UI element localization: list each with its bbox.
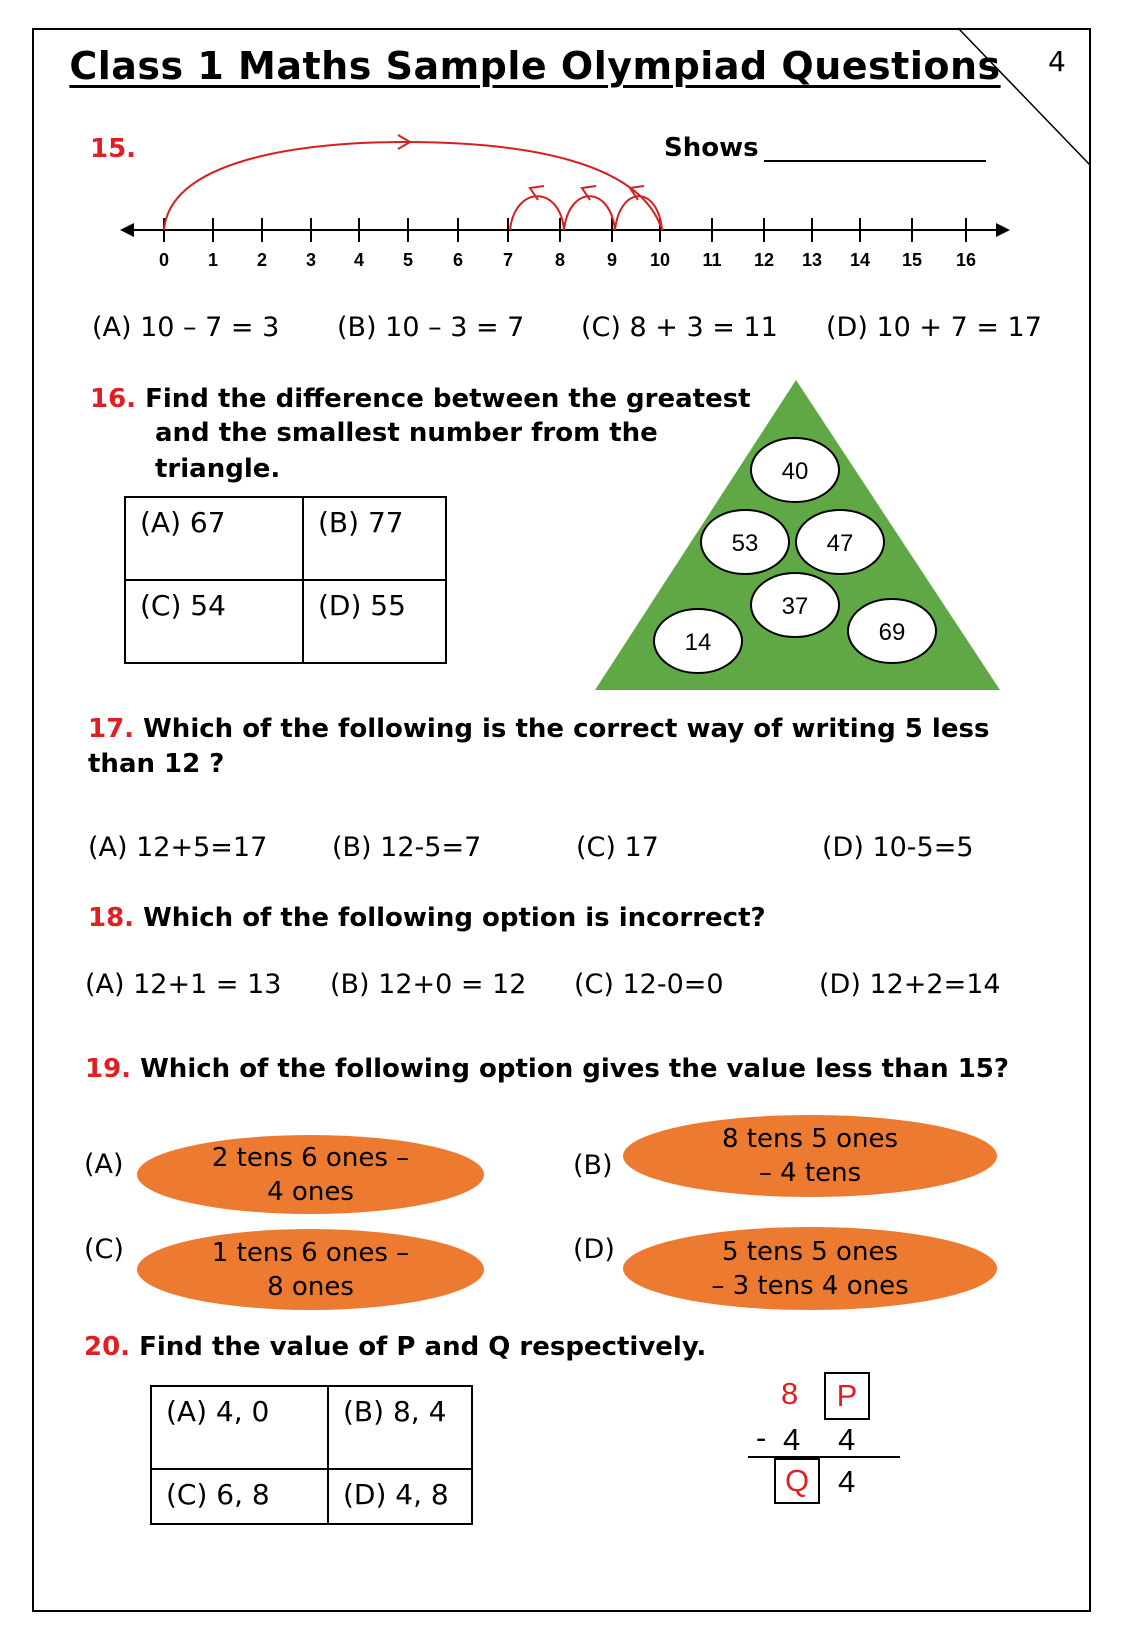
sum-line <box>748 1456 900 1458</box>
q16-text-line2: and the smallest number from the <box>155 418 658 448</box>
q19-option-c-line2: 8 ones <box>267 1271 354 1302</box>
sum-bottom-ones: 4 <box>838 1464 856 1499</box>
q15-option-d[interactable]: (D) 10 + 7 = 17 <box>826 312 1042 343</box>
q15-number: 15. <box>90 134 137 164</box>
q20-question: 20. Find the value of P and Q respectively. <box>84 1332 707 1362</box>
q17-question: 17. Which of the following is the correct way of writing 5 less <box>88 714 990 744</box>
page-title: Class 1 Maths Sample Olympiad Questions <box>69 44 1001 88</box>
q19-option-c-line1: 1 tens 6 ones – <box>211 1237 410 1268</box>
q19-option-d-line1: 5 tens 5 ones <box>721 1236 898 1267</box>
q17-option-a[interactable]: (A) 12+5=17 <box>88 832 268 863</box>
q19-label-b: (B) <box>573 1150 613 1181</box>
q19-option-c[interactable] <box>137 1229 484 1310</box>
sum-minus: - <box>756 1420 767 1455</box>
tick-label-11: 11 <box>702 250 722 270</box>
tick-label-13: 13 <box>801 250 823 270</box>
sum-box-q: Q <box>774 1458 820 1504</box>
tick-label-9: 9 <box>606 250 618 270</box>
tick-label-2: 2 <box>256 250 268 270</box>
q19-option-a-line1: 2 tens 6 ones – <box>211 1142 410 1173</box>
q20-text: Find the value of P and Q respectively. <box>139 1332 707 1362</box>
q20-options-table <box>150 1385 473 1525</box>
q16-option-d[interactable]: (D) 55 <box>303 580 446 663</box>
triangle-number-40: 40 <box>781 458 809 485</box>
q19-option-b[interactable] <box>623 1115 997 1197</box>
q17-text-line2: than 12 ? <box>88 749 225 779</box>
sum-mid-ones: 4 <box>838 1422 856 1457</box>
q19-label-d: (D) <box>573 1234 615 1265</box>
q17-option-c[interactable]: (C) 17 <box>576 832 659 863</box>
q19-option-b-line2: – 4 tens <box>758 1158 862 1188</box>
q16-option-b[interactable]: (B) 77 <box>303 497 446 580</box>
q19-option-a-line2: 4 ones <box>267 1176 354 1207</box>
q19-label-a: (A) <box>84 1149 124 1180</box>
sum-box-p: P <box>824 1372 870 1420</box>
tick-label-4: 4 <box>353 250 365 270</box>
tick-label-1: 1 <box>207 250 219 270</box>
q19-label-c: (C) <box>84 1234 124 1265</box>
q19-option-d-line2: – 3 tens 4 ones <box>711 1270 909 1301</box>
q15-shows-label: Shows <box>664 133 759 163</box>
tick-label-15: 15 <box>901 250 923 270</box>
q17-text-line1: Which of the following is the correct way of writing 5 less <box>143 714 990 744</box>
sum-mid-tens: 4 <box>783 1422 801 1457</box>
q20-option-d[interactable]: (D) 4, 8 <box>328 1469 472 1524</box>
number-triangle <box>590 375 1010 695</box>
q20-option-b[interactable]: (B) 8, 4 <box>328 1386 472 1469</box>
tick-label-0: 0 <box>158 250 170 270</box>
tick-label-8: 8 <box>554 250 566 270</box>
q18-question: 18. Which of the following option is incorrect? <box>88 903 766 933</box>
q18-option-a[interactable]: (A) 12+1 = 13 <box>85 969 282 1000</box>
q15-option-c[interactable]: (C) 8 + 3 = 11 <box>581 312 778 343</box>
q15-option-b[interactable]: (B) 10 – 3 = 7 <box>337 312 525 343</box>
tick-label-3: 3 <box>305 250 317 270</box>
sum-top-tens: 8 <box>781 1376 799 1411</box>
q17-option-d[interactable]: (D) 10-5=5 <box>822 832 974 863</box>
triangle-number-47: 47 <box>826 530 854 557</box>
tick-label-7: 7 <box>502 250 514 270</box>
q16-option-c[interactable]: (C) 54 <box>125 580 303 663</box>
q18-text: Which of the following option is incorrect? <box>143 903 766 933</box>
q18-option-d[interactable]: (D) 12+2=14 <box>819 969 1001 1000</box>
q19-text: Which of the following option gives the value less than 15? <box>140 1054 1009 1084</box>
tick-label-6: 6 <box>452 250 464 270</box>
q18-option-b[interactable]: (B) 12+0 = 12 <box>330 969 527 1000</box>
triangle-number-37: 37 <box>781 593 809 620</box>
q16-text-line3: triangle. <box>155 454 281 484</box>
number-line <box>0 120 1125 280</box>
tick-label-10: 10 <box>649 250 671 270</box>
q16-options-table <box>124 496 447 664</box>
q19-option-b-line1: 8 tens 5 ones <box>721 1124 899 1154</box>
q20-option-a[interactable]: (A) 4, 0 <box>151 1386 328 1469</box>
q20-subtraction <box>740 1370 920 1510</box>
q18-option-c[interactable]: (C) 12-0=0 <box>574 969 724 1000</box>
q16-question: 16. Find the difference between the greatest <box>90 384 751 414</box>
q19-question: 19. Which of the following option gives the value less than 15? <box>85 1054 1009 1084</box>
q16-text-line1: Find the difference between the greatest <box>145 384 751 414</box>
q16-option-a[interactable]: (A) 67 <box>125 497 303 580</box>
page-number: 4 <box>1048 45 1066 78</box>
q19-option-a[interactable] <box>137 1135 484 1214</box>
tick-label-12: 12 <box>753 250 775 270</box>
triangle-number-53: 53 <box>731 530 759 557</box>
tick-label-14: 14 <box>849 250 871 270</box>
q17-option-b[interactable]: (B) 12-5=7 <box>332 832 482 863</box>
q19-option-d[interactable] <box>623 1227 997 1310</box>
triangle-number-14: 14 <box>684 629 712 656</box>
q20-option-c[interactable]: (C) 6, 8 <box>151 1469 328 1524</box>
tick-label-5: 5 <box>402 250 414 270</box>
triangle-number-69: 69 <box>878 619 906 646</box>
tick-label-16: 16 <box>955 250 977 270</box>
q15-option-a[interactable]: (A) 10 – 7 = 3 <box>92 312 280 343</box>
